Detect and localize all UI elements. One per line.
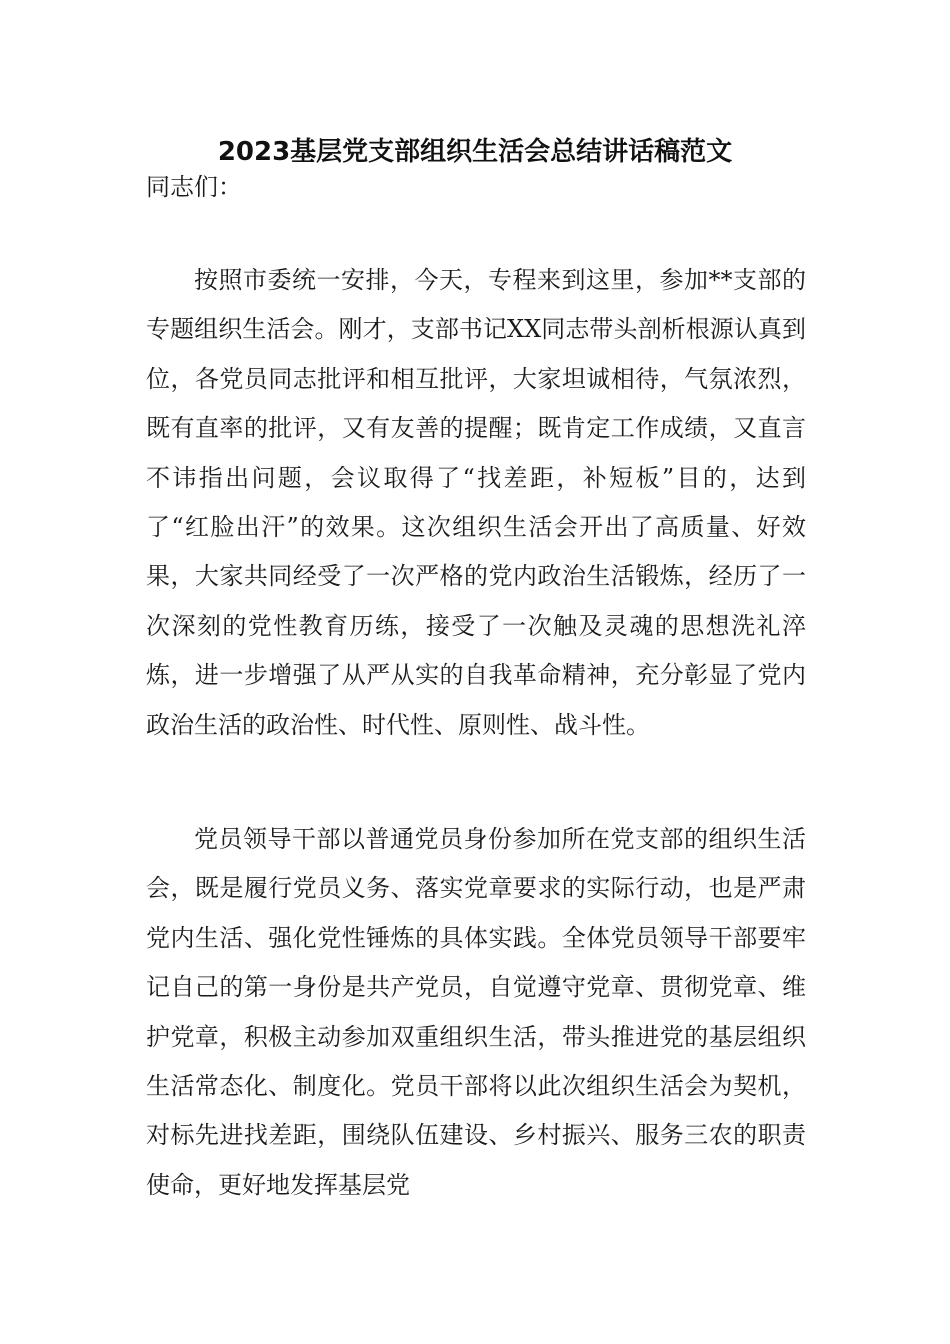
salutation: 同志们： bbox=[146, 173, 242, 201]
paragraph-2: 党员领导干部以普通党员身份参加所在党支部的组织生活会，既是履行党员义务、落实党章要求的实际行动，也是严肃党内生活、强化党性锤炼的具体实践。全体党员领导干部要牢记自己的第一身份是共产党员，自觉遵守党章、贯彻党章、维护党章，积极主动参加双重组织生活，带头推进党的基层组织生活常态化、制度化。党员干部将以此次组织生活会为契机，对标先进找差距，围绕队伍建设、乡村振兴、服务三农的职责使命，更好地发挥基层党 bbox=[146, 825, 806, 1199]
paragraph-1: 按照市委统一安排，今天，专程来到这里，参加**支部的专题组织生活会。刚才，支部书记XX同志带头剖析根源认真到位，各党员同志批评和相互批评，大家坦诚相待，气氛浓烈，既有直率的批评，又有友善的提醒；既肯定工作成绩，又直言不讳指出问题，会议取得了“找差距，补短板”目的，达到了“红脸出汗”的效果。这次组织生活会开出了高质量、好效果，大家共同经受了一次严格的党内政治生活锻炼，经历了一次深刻的党性教育历练，接受了一次触及灵魂的思想洗礼淬炼，进一步增强了从严从实的自我革命精神，充分彰显了党内政治生活的政治性、时代性、原则性、战斗性。 bbox=[146, 266, 806, 739]
document-title: 2023基层党支部组织生活会总结讲话稿范文 bbox=[217, 137, 733, 167]
